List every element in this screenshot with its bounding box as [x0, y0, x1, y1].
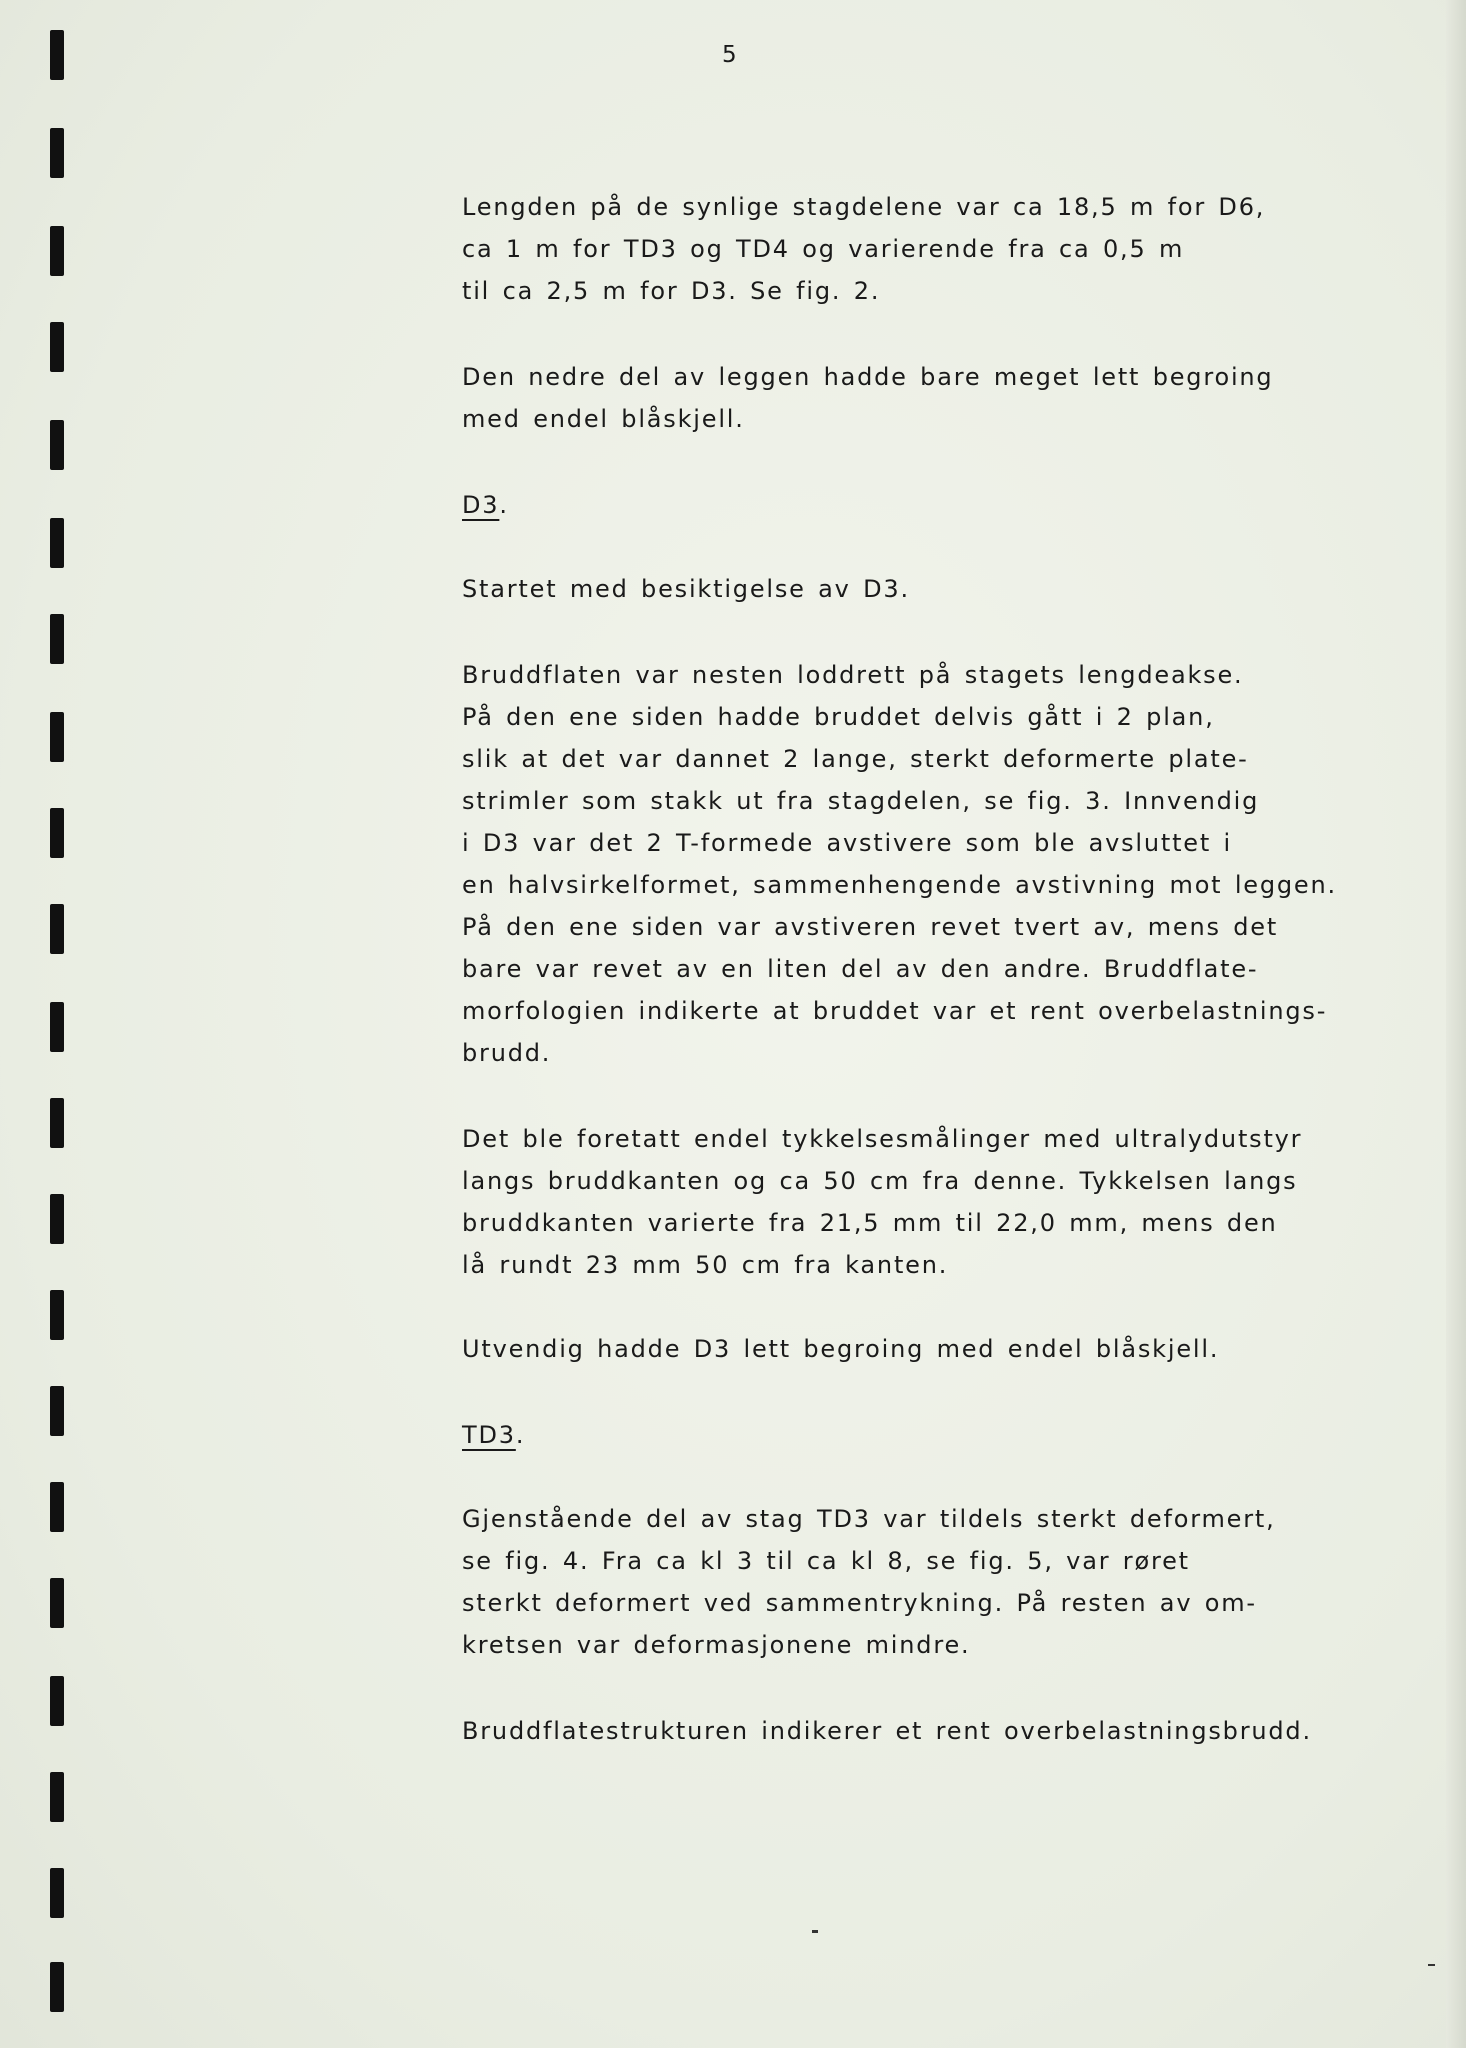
paragraph-line: På den ene siden var avstiveren revet tvert av, mens det — [462, 913, 1279, 941]
paragraph-line: bare var revet av en liten del av den andre. Bruddflate- — [462, 955, 1259, 983]
paragraph-line: Den nedre del av leggen hadde bare meget lett begroing — [462, 363, 1274, 391]
punch-hole — [50, 1676, 64, 1726]
paragraph-line: Lengden på de synlige stagdelene var ca 18,5 m for D6, — [462, 193, 1266, 221]
paragraph-line: brudd. — [462, 1039, 552, 1067]
punch-hole — [50, 128, 64, 178]
page-edge-shadow — [1446, 0, 1466, 2048]
punch-hole — [50, 1194, 64, 1244]
paragraph-line: Utvendig hadde D3 lett begroing med endel blåskjell. — [462, 1335, 1220, 1363]
punch-hole — [50, 808, 64, 858]
punch-hole — [50, 420, 64, 470]
paragraph-line: Gjenstående del av stag TD3 var tildels sterkt deformert, — [462, 1505, 1276, 1533]
punch-hole — [50, 1098, 64, 1148]
section-heading-label: D3 — [462, 491, 500, 519]
scan-speck — [1428, 1964, 1435, 1966]
section-heading-dot: . — [515, 1421, 526, 1449]
paragraph-line: Bruddflatestrukturen indikerer et rent overbelastningsbrudd. — [462, 1717, 1312, 1745]
paragraph-line: Startet med besiktigelse av D3. — [462, 575, 910, 603]
paragraph-line: langs bruddkanten og ca 50 cm fra denne. Tykkelsen langs — [462, 1167, 1298, 1195]
section-heading-dot: . — [499, 491, 509, 519]
paragraph-line: bruddkanten varierte fra 21,5 mm til 22,0 mm, mens den — [462, 1209, 1278, 1237]
punch-hole — [50, 1962, 64, 2012]
punch-hole — [50, 1002, 64, 1052]
section-heading-td3 — [462, 1420, 525, 1450]
paragraph-line: strimler som stakk ut fra stagdelen, se fig. 3. Innvendig — [462, 787, 1260, 815]
punch-hole — [50, 322, 64, 372]
punch-hole — [50, 30, 64, 80]
paragraph-line: til ca 2,5 m for D3. Se fig. 2. — [462, 277, 881, 305]
punch-hole — [50, 614, 64, 664]
punch-hole — [50, 1578, 64, 1628]
punch-hole — [50, 1482, 64, 1532]
paragraph-line: Bruddflaten var nesten loddrett på stagets lengdeakse. — [462, 661, 1244, 689]
punch-hole — [50, 1386, 64, 1436]
paragraph-line: med endel blåskjell. — [462, 405, 745, 433]
paragraph-line: i D3 var det 2 T-formede avstivere som ble avsluttet i — [462, 829, 1232, 857]
paragraph-line: lå rundt 23 mm 50 cm fra kanten. — [462, 1251, 949, 1279]
section-heading-d3 — [462, 490, 509, 520]
punch-hole — [50, 712, 64, 762]
section-heading-label: TD3 — [462, 1421, 516, 1449]
punch-hole — [50, 1772, 64, 1822]
scan-speck — [812, 1930, 818, 1933]
paragraph-line: en halvsirkelformet, sammenhengende avstivning mot leggen. — [462, 871, 1337, 899]
paragraph-line: kretsen var deformasjonene mindre. — [462, 1631, 971, 1659]
punch-hole — [50, 1868, 64, 1918]
paragraph-line: slik at det var dannet 2 lange, sterkt deformerte plate- — [462, 745, 1249, 773]
paragraph-line: morfologien indikerte at bruddet var et rent overbelastnings- — [462, 997, 1328, 1025]
paragraph-line: ca 1 m for TD3 og TD4 og varierende fra ca 0,5 m — [462, 235, 1185, 263]
punch-hole — [50, 518, 64, 568]
paragraph-line: Det ble foretatt endel tykkelsesmålinger med ultralydutstyr — [462, 1125, 1303, 1153]
punch-hole — [50, 1290, 64, 1340]
paragraph-line: se fig. 4. Fra ca kl 3 til ca kl 8, se fig. 5, var røret — [462, 1547, 1190, 1575]
punch-hole — [50, 904, 64, 954]
paragraph-line: sterkt deformert ved sammentrykning. På resten av om- — [462, 1589, 1257, 1617]
paragraph-line: På den ene siden hadde bruddet delvis gått i 2 plan, — [462, 703, 1215, 731]
punch-hole — [50, 226, 64, 276]
page-number: 5 — [722, 42, 738, 68]
